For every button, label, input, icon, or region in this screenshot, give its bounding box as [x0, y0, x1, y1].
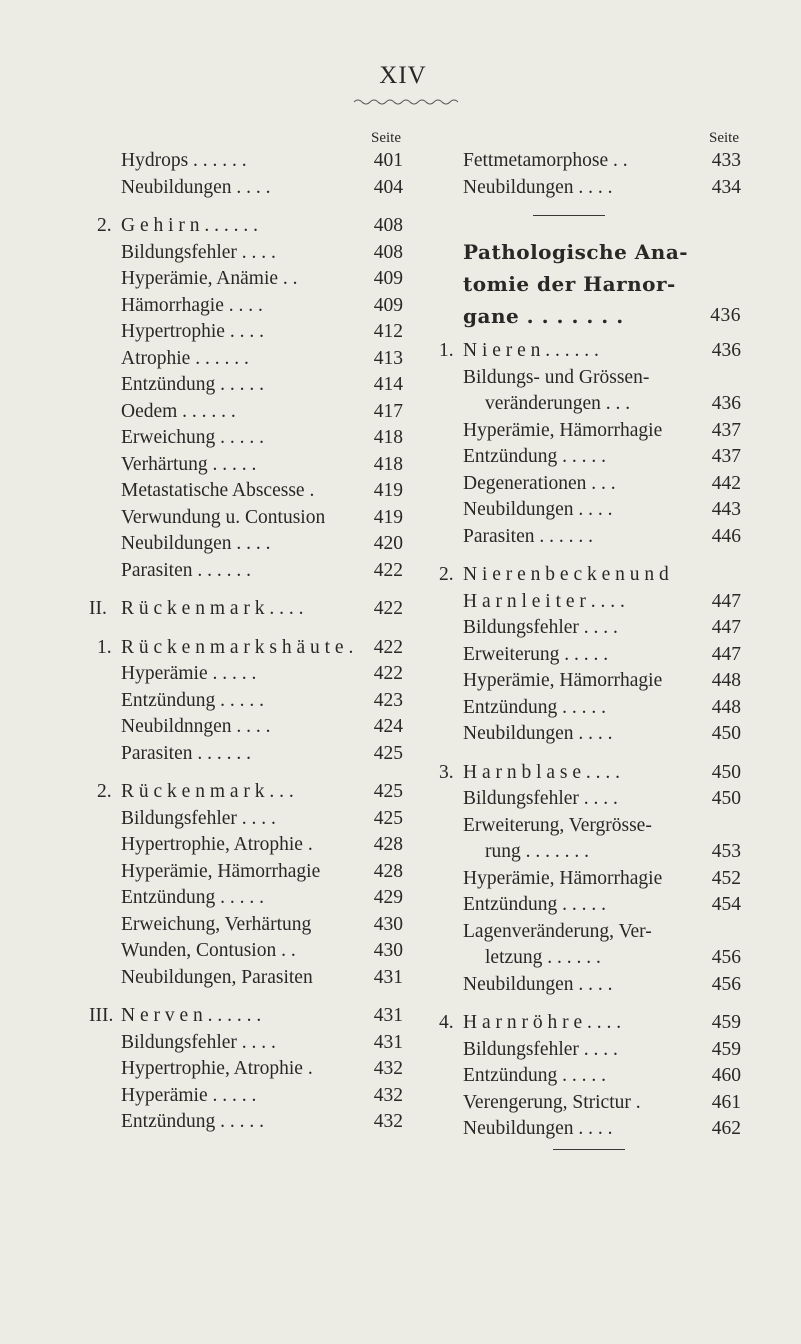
toc-entry	[121, 425, 403, 452]
toc-entry	[121, 859, 403, 886]
toc-entry	[463, 892, 741, 919]
section-divider	[533, 215, 605, 216]
entry-label: Erweiterung . . . . .	[463, 643, 609, 665]
entry-page-number: 414	[373, 374, 403, 395]
entry-label: Hypertrophie, Atrophie .	[121, 834, 313, 855]
toc-entry	[121, 885, 403, 912]
entry-page-number: 432	[373, 1084, 403, 1106]
toc-entry	[463, 721, 741, 748]
toc-entry	[121, 1083, 403, 1110]
entry-page-number: 431	[373, 1031, 403, 1053]
toc-section-entry	[439, 338, 741, 365]
toc-entry	[463, 391, 741, 418]
entry-page-number: 422	[373, 636, 403, 658]
entry-number: 1.	[97, 636, 112, 658]
entry-page-number: 420	[373, 533, 403, 554]
toc-entry	[121, 688, 403, 715]
section-heading-line3: gane . . . . . . . 436	[463, 304, 741, 328]
entry-label: Neubildnngen . . . .	[121, 716, 271, 737]
toc-entry	[463, 524, 741, 551]
entry-number: 2.	[97, 781, 112, 802]
toc-entry	[463, 786, 741, 813]
toc-entry	[121, 399, 403, 426]
toc-entry	[121, 478, 403, 505]
entry-page-number: 437	[711, 446, 741, 467]
entry-page-number: 450	[711, 723, 741, 744]
entry-label: Verengerung, Strictur .	[463, 1091, 641, 1113]
toc-section-entry	[439, 562, 741, 589]
entry-label: Neubildungen . . . .	[121, 176, 271, 198]
entry-label: Hyperämie, Hämorrhagie	[463, 670, 663, 691]
entry-label: Atrophie . . . . . .	[121, 347, 249, 369]
toc-entry	[121, 148, 403, 175]
toc-entry	[463, 175, 741, 202]
toc-entry	[463, 668, 741, 695]
entry-label: Bildungsfehler . . . .	[121, 1031, 276, 1053]
decorative-wave-rule	[352, 96, 462, 108]
entry-page-number: 412	[373, 321, 403, 342]
toc-entry	[121, 452, 403, 479]
entry-label: Verhärtung . . . . .	[121, 453, 257, 475]
toc-entry	[121, 240, 403, 267]
toc-entry	[463, 1063, 741, 1090]
entry-page-number: 419	[373, 480, 403, 501]
entry-page-number: 432	[373, 1058, 403, 1079]
entry-label: Hyperämie . . . . .	[121, 1084, 257, 1106]
entry-number: II.	[89, 598, 107, 619]
toc-section-entry	[97, 779, 403, 806]
entry-number: 2.	[97, 215, 112, 236]
entry-page-number: 460	[711, 1065, 741, 1086]
entry-page-number: 447	[711, 590, 741, 612]
toc-section-entry	[89, 596, 403, 623]
toc-entry	[121, 531, 403, 558]
entry-label: Hyperämie, Hämorrhagie	[463, 867, 663, 889]
entry-page-number: 409	[373, 268, 403, 289]
entry-page-number: 418	[373, 453, 403, 475]
entry-page-number: 425	[373, 781, 403, 802]
entry-label: Bildungsfehler . . . .	[463, 788, 618, 809]
toc-entry	[121, 806, 403, 833]
entry-label: N i e r e n . . . . . .	[463, 340, 599, 361]
entry-label: Hyperämie, Anämie . .	[121, 268, 298, 289]
entry-label: H a r n r ö h r e . . . .	[463, 1012, 622, 1033]
toc-entry	[121, 912, 403, 939]
entry-page-number: 422	[373, 663, 403, 684]
toc-entry	[463, 471, 741, 498]
entry-page-number: 453	[711, 841, 741, 862]
entry-page-number: 448	[711, 696, 741, 718]
entry-label: H a r n b l a s e . . . .	[463, 761, 621, 783]
toc-entry	[121, 558, 403, 585]
entry-page-number: 452	[711, 867, 741, 889]
entry-page-number: 425	[373, 742, 403, 764]
entry-label: R ü c k e n m a r k . . . .	[121, 598, 304, 619]
page-number: XIV	[379, 62, 427, 89]
entry-label: Neubildungen . . . .	[463, 176, 613, 198]
toc-entry	[463, 418, 741, 445]
entry-label: Hypertrophie, Atrophie .	[121, 1058, 313, 1079]
toc-section-entry	[97, 213, 403, 240]
entry-page-number: 456	[711, 947, 741, 968]
entry-page-number: 433	[711, 150, 741, 171]
entry-label: Entzündung . . . . .	[463, 894, 606, 915]
entry-page-number: 442	[711, 472, 741, 494]
toc-entry	[121, 346, 403, 373]
entry-label: Neubildungen, Parasiten	[121, 966, 313, 988]
toc-entry	[121, 832, 403, 859]
entry-label: Hyperämie, Hämorrhagie	[463, 419, 663, 441]
toc-section-entry	[439, 1010, 741, 1037]
entry-page-number: 432	[373, 1111, 403, 1132]
entry-label: Erweichung . . . . .	[121, 427, 264, 448]
entry-page-number: 408	[373, 241, 403, 263]
toc-entry	[463, 866, 741, 893]
entry-page-number: 419	[373, 506, 403, 528]
entry-page-number: 418	[373, 427, 403, 448]
entry-page-number: 431	[373, 1005, 403, 1026]
entry-page-number: 413	[373, 347, 403, 369]
entry-page-number: 461	[711, 1091, 741, 1113]
entry-label: Entzündung . . . . .	[463, 1065, 606, 1086]
entry-label: H a r n l e i t e r . . . .	[463, 590, 625, 612]
entry-page-number: 443	[711, 499, 741, 520]
section-heading-line2: tomie der Harnor-	[463, 272, 676, 296]
toc-entry	[463, 1037, 741, 1064]
toc-entry	[121, 505, 403, 532]
toc-section-entry	[89, 1003, 403, 1030]
toc-entry	[121, 319, 403, 346]
entry-page-number: 425	[373, 807, 403, 829]
toc-entry	[121, 661, 403, 688]
entry-label: R ü c k e n m a r k . . .	[121, 781, 294, 802]
entry-page-number: 423	[373, 689, 403, 711]
entry-label: letzung . . . . . .	[485, 947, 601, 968]
entry-page-number: 462	[711, 1118, 741, 1139]
entry-label: Entzündung . . . . .	[463, 446, 606, 467]
toc-left-column	[89, 128, 403, 1136]
entry-label: G e h i r n . . . . . .	[121, 215, 259, 236]
entry-label: Fettmetamorphose . .	[463, 150, 628, 171]
entry-page-number: 437	[711, 419, 741, 441]
entry-label: Verwundung u. Contusion	[121, 506, 326, 528]
entry-page-number: 404	[373, 176, 403, 198]
entry-page-number: 422	[373, 598, 403, 619]
entry-label: Oedem . . . . . .	[121, 400, 236, 422]
entry-label: R ü c k e n m a r k s h ä u t e .	[121, 636, 354, 658]
entry-label: Hämorrhagie . . . .	[121, 294, 263, 316]
entry-page-number: 430	[373, 913, 403, 935]
entry-page-number: 447	[711, 617, 741, 638]
toc-entry	[121, 1109, 403, 1136]
entry-page-number: 409	[373, 294, 403, 316]
entry-page-number: 459	[711, 1038, 741, 1060]
entry-number: 4.	[439, 1012, 454, 1033]
entry-page-number: 450	[711, 788, 741, 809]
entry-label: N e r v e n . . . . . .	[121, 1005, 262, 1026]
section-heading: Pathologische Ana-	[463, 240, 689, 264]
entry-page-number: 447	[711, 643, 741, 665]
entry-label: veränderungen . . .	[485, 393, 631, 414]
entry-page-number: 401	[373, 150, 403, 171]
entry-label: Hydrops . . . . . .	[121, 150, 247, 171]
entry-page-number: 422	[373, 559, 403, 581]
entry-label: rung . . . . . . .	[485, 841, 589, 862]
entry-label: Lagenveränderung, Ver-	[463, 920, 652, 942]
toc-entry	[121, 965, 403, 992]
entry-label: Wunden, Contusion . .	[121, 940, 296, 961]
entry-page-number: 459	[711, 1012, 741, 1033]
end-rule	[553, 1149, 625, 1150]
entry-page-number: 424	[373, 716, 403, 737]
entry-page-number: 448	[711, 670, 741, 691]
entry-label: Neubildungen . . . .	[121, 533, 271, 554]
toc-entry	[121, 293, 403, 320]
entry-label: Erweiterung, Vergrösse-	[463, 814, 652, 836]
entry-page-number: 428	[373, 834, 403, 855]
toc-section-entry	[97, 635, 403, 662]
entry-label: Neubildungen . . . .	[463, 1118, 613, 1139]
toc-entry	[463, 972, 741, 999]
entry-label: Bildungsfehler . . . .	[463, 617, 618, 638]
entry-label: Hyperämie, Hämorrhagie	[121, 860, 321, 882]
toc-entry	[463, 365, 741, 392]
entry-page-number: 430	[373, 940, 403, 961]
toc-entry	[121, 372, 403, 399]
entry-label: Parasiten . . . . . .	[463, 525, 593, 547]
toc-entry	[121, 1030, 403, 1057]
entry-label: Neubildungen . . . .	[463, 723, 613, 744]
entry-page-number: 436	[711, 393, 741, 414]
entry-page-number: 446	[711, 525, 741, 547]
toc-entry	[463, 642, 741, 669]
entry-label: Bildungsfehler . . . .	[121, 807, 276, 829]
entry-number: 3.	[439, 761, 454, 783]
toc-entry	[121, 714, 403, 741]
toc-entry	[463, 945, 741, 972]
toc-entry	[463, 919, 741, 946]
entry-page-number: 429	[373, 887, 403, 908]
toc-right-column	[439, 128, 741, 1150]
entry-label: Hypertrophie . . . .	[121, 321, 264, 342]
entry-number: 1.	[439, 340, 454, 361]
seite-label-right: Seite	[709, 130, 739, 146]
entry-label: Entzündung . . . . .	[121, 689, 264, 711]
toc-section-entry	[439, 760, 741, 787]
entry-label: Erweichung, Verhärtung	[121, 913, 312, 935]
toc-entry	[121, 938, 403, 965]
toc-entry	[463, 497, 741, 524]
toc-entry	[463, 1116, 741, 1143]
toc-entry	[463, 444, 741, 471]
entry-number: III.	[89, 1005, 114, 1026]
toc-entry	[121, 175, 403, 202]
entry-page-number: 428	[373, 860, 403, 882]
toc-entry	[463, 813, 741, 840]
entry-page-number: 417	[373, 400, 403, 422]
entry-label: Entzündung . . . . .	[121, 1111, 264, 1132]
entry-label: Bildungs- und Grössen-	[463, 366, 650, 388]
toc-entry	[463, 589, 741, 616]
entry-page-number: 434	[711, 176, 741, 198]
toc-entry	[463, 1090, 741, 1117]
entry-label: Entzündung . . . . .	[121, 374, 264, 395]
entry-page-number: 436	[711, 340, 741, 361]
entry-page-number: 431	[373, 966, 403, 988]
toc-entry	[463, 839, 741, 866]
entry-label: N i e r e n b e c k e n u n d	[463, 564, 669, 585]
entry-page-number: 408	[373, 215, 403, 236]
toc-entry	[121, 741, 403, 768]
entry-label: Metastatische Abscesse .	[121, 480, 315, 501]
entry-page-number: 456	[711, 973, 741, 995]
entry-label: Degenerationen . . .	[463, 472, 616, 494]
entry-page-number: 450	[711, 761, 741, 783]
entry-label: Hyperämie . . . . .	[121, 663, 257, 684]
entry-number: 2.	[439, 564, 454, 585]
entry-label: Bildungsfehler . . . .	[121, 241, 276, 263]
entry-label: Parasiten . . . . . .	[121, 559, 251, 581]
entry-label: Neubildungen . . . .	[463, 973, 613, 995]
entry-page-number: 454	[711, 894, 741, 915]
entry-label: Entzündung . . . . .	[121, 887, 264, 908]
entry-label: Entzündung . . . . .	[463, 696, 606, 718]
seite-label-left: Seite	[371, 130, 401, 146]
entry-label: Neubildungen . . . .	[463, 499, 613, 520]
toc-entry	[121, 266, 403, 293]
entry-label: Parasiten . . . . . .	[121, 742, 251, 764]
toc-entry	[463, 148, 741, 175]
entry-label: Bildungsfehler . . . .	[463, 1038, 618, 1060]
toc-entry	[121, 1056, 403, 1083]
toc-entry	[463, 695, 741, 722]
toc-entry	[463, 615, 741, 642]
